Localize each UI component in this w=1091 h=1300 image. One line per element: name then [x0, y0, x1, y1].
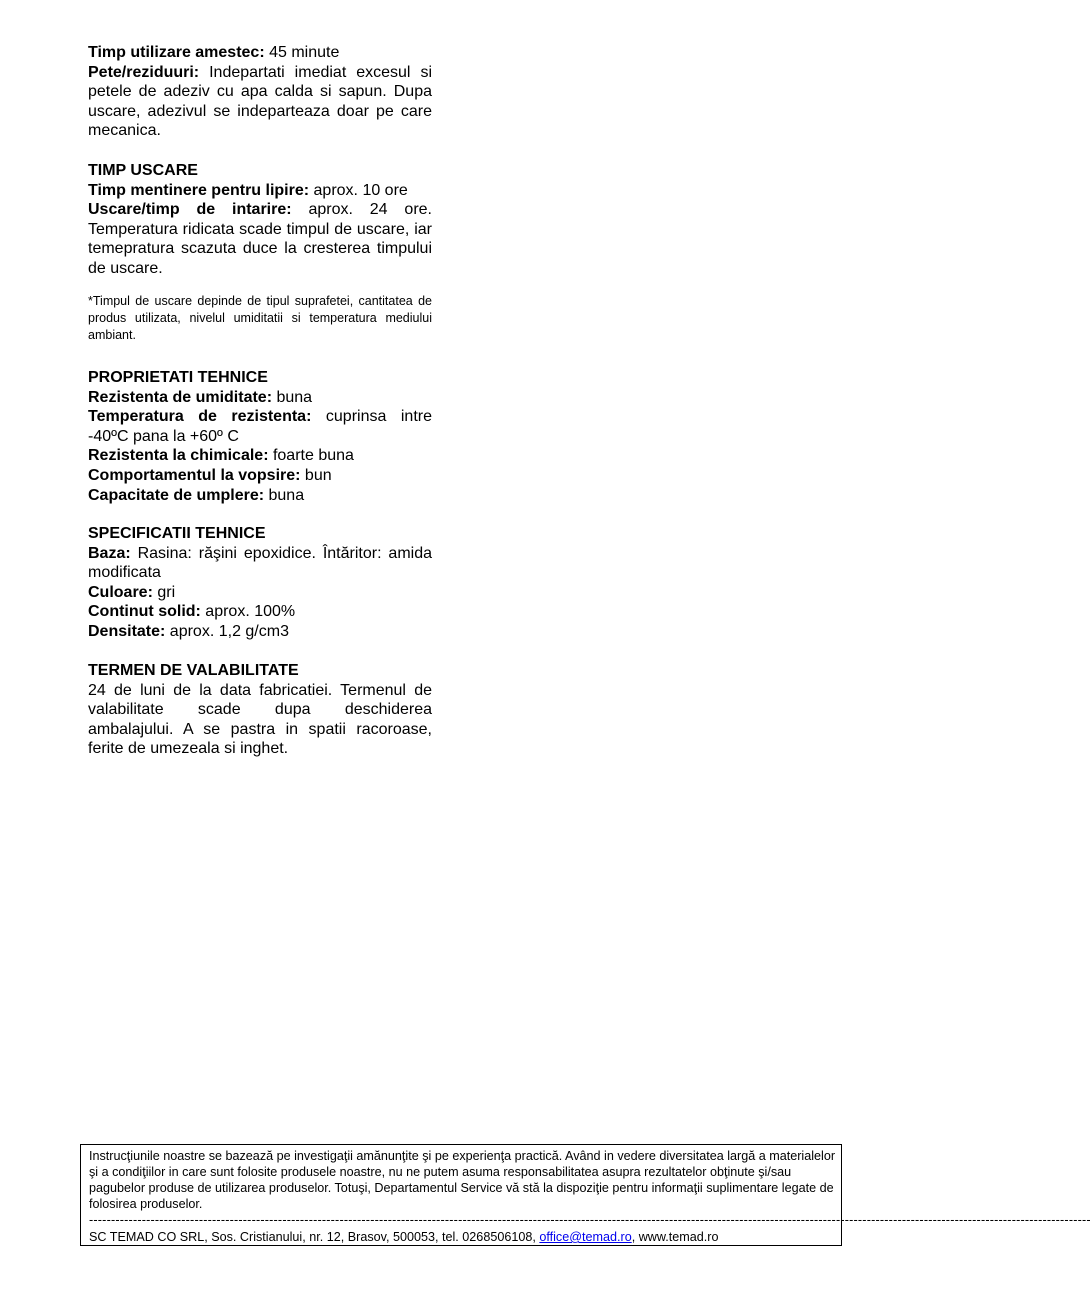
drying-note: *Timpul de uscare depinde de tipul suprafetei, cantitatea de produs utilizata, nivelul umiditatii si temperatura mediului ambiant. — [88, 293, 432, 342]
email-link[interactable]: office@temad.ro — [539, 1230, 632, 1244]
spec-line: Timp mentinere pentru lipire: aprox. 10 ore — [88, 181, 408, 199]
spec-line: Rezistenta la chimicale: foarte buna — [88, 447, 354, 465]
dashed-divider: ------------------------------------------------------------------------------------------------------------------------------------------------------------------------------------------------------------------------------------ — [89, 1213, 1091, 1227]
technical-properties-section — [88, 368, 432, 505]
company-info: SC TEMAD CO SRL, Sos. Cristianului, nr. 12, Brasov, 500053, tel. 0268506108, office@temad.ro, www.temad.ro — [89, 1230, 719, 1244]
usage-time: Timp utilizare amestec: 45 minute — [88, 44, 340, 61]
footer-box — [80, 1144, 1091, 1246]
drying-section — [88, 161, 432, 344]
spec-line: Rezistenta de umiditate: buna — [88, 388, 313, 406]
stains-residue: Pete/reziduuri: Indepartati imediat excesul si petele de adeziv cu apa calda si sapun. Dupa uscare, adezivul se indeparteaza doar pe care mecanica. — [88, 63, 432, 140]
spec-line: Comportamentul la vopsire: bun — [88, 466, 332, 484]
spec-line: Uscare/timp de intarire: aprox. 24 ore. Temperatura ridicata scade timpul de uscare, iar temepratura scazuta duce la cresterea timpului de uscare. — [88, 201, 433, 277]
shelf-life-text: 24 de luni de la data fabricatiei. Termenul de valabilitate scade dupa deschiderea ambalajului. A se pastra in spatii racoroase, ferite de umezeala si inghet. — [88, 681, 432, 758]
section-heading: PROPRIETATI TEHNICE — [88, 369, 268, 386]
section-heading: TERMEN DE VALABILITATE — [88, 662, 299, 679]
disclaimer: Instrucţiunile noastre se bazează pe investigaţii amănunţite şi pe experienţa practică. Având in vedere diversitatea largă a materialelor şi a condiţiilor in care sunt folosite produsele noastre, nu ne putem asuma responsabilitatea asupra rezultatelor obţinute şi/sau pagubelor produse de utilizarea produselor. Totuşi, Departamentul Service vă stă la dispoziţie pentru informaţii suplimentare legate de folosirea produselor. — [89, 1149, 836, 1211]
section-heading: SPECIFICATII TEHNICE — [88, 525, 266, 542]
spec-line: Baza: Rasina: răşini epoxidice. Întăritor: amida modificata — [88, 544, 432, 582]
spec-line: Capacitate de umplere: buna — [88, 486, 305, 504]
usage-block — [88, 43, 432, 141]
spec-line: Densitate: aprox. 1,2 g/cm3 — [88, 622, 289, 640]
spec-line: Temperatura de rezistenta: cuprinsa intre -40ºC pana la +60º C — [88, 408, 432, 445]
section-heading: TIMP USCARE — [88, 162, 198, 179]
technical-specs-section — [88, 524, 432, 642]
shelf-life-section — [88, 661, 432, 759]
spec-line: Culoare: gri — [88, 583, 176, 601]
spec-line: Continut solid: aprox. 100% — [88, 603, 296, 621]
